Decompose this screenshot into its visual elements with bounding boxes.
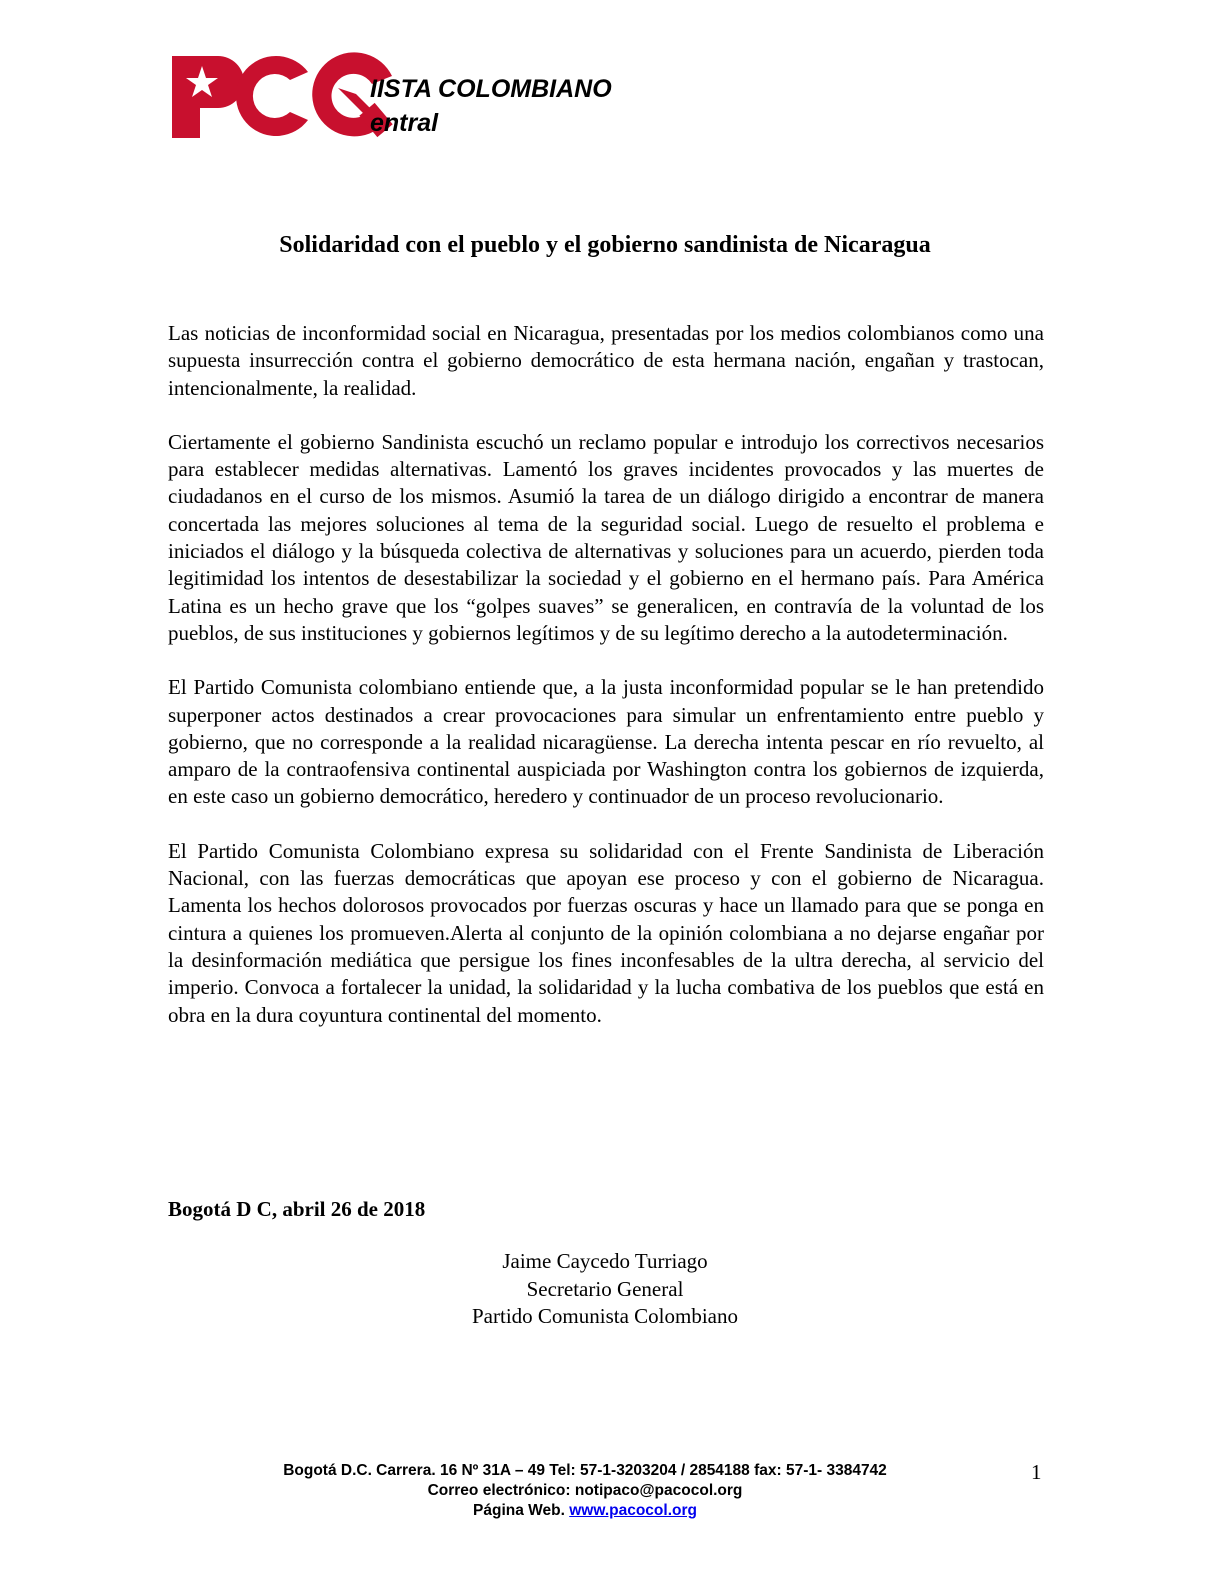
signatory-organization: Partido Comunista Colombiano xyxy=(472,1304,738,1328)
pcc-logo xyxy=(170,50,402,142)
signatory-role: Secretario General xyxy=(526,1276,684,1301)
letterhead xyxy=(170,50,710,145)
paragraph: El Partido Comunista Colombiano expresa su solidaridad con el Frente Sandinista de Liberación Nacional, con las fuerzas democráticas que apoyan ese proceso y con el gobierno de Nicaragua. Lamenta los hechos dolorosos provocados por fuerzas oscuras y hace un llamado para que se ponga en cintura a quienes los promueven.Alerta al conjunto de la opinión colombiana a no dejarse engañar por la desinformación mediática que persigue los fines inconfesables de la ultra derecha, al servicio del imperio. Convoca a fortalecer la unidad, la solidaridad y la lucha combativa de los pueblos que está en obra en la dura coyuntura continental del momento. xyxy=(168,838,1044,1027)
footer xyxy=(180,1461,990,1521)
document-body xyxy=(168,320,1044,1056)
paragraph: Ciertamente el gobierno Sandinista escuchó un reclamo popular e introdujo los correctivos necesarios para establecer medidas alternativas. Lamentó los graves incidentes provocados y las muertes de ciudadanos en el curso de los mismos. Asumió la tarea de un diálogo dirigido a encontrar de manera concertada las mejores soluciones al tema de la seguridad social. Luego de resuelto el problema e iniciados el diálogo y la búsqueda colectiva de alternativas y soluciones para un acuerdo, pierden toda legitimidad los intentos de desestabilizar la sociedad y el gobierno en el hermano país. Para América Latina es un hecho grave que los “golpes suaves” se generalicen, en contravía de la voluntad de los pueblos, de sus instituciones y gobiernos legítimos y de su legítimo derecho a la autodeterminación. xyxy=(168,429,1044,645)
footer-web xyxy=(180,1501,990,1521)
footer-email: Correo electrónico: notipaco@pacocol.org xyxy=(427,1482,743,1499)
page-number: 1 xyxy=(1031,1460,1042,1484)
paragraph: El Partido Comunista colombiano entiende que, a la justa inconformidad popular se le han pretendido superponer actos destinados a crear provocaciones para simular un enfrentamiento entre pueblo y gobierno, que no corresponde a la realidad nicaragüense. La derecha intenta pescar en río revuelto, al amparo de la contraofensiva continental auspiciada por Washington contra los gobiernos de izquierda, en este caso un gobierno democrático, heredero y continuador de un proceso revolucionario. xyxy=(168,675,1044,809)
dateline: Bogotá D C, abril 26 de 2018 xyxy=(168,1197,426,1221)
footer-address: Bogotá D.C. Carrera. 16 Nº 31A – 49 Tel: 57-1-3203204 / 2854188 fax: 57-1- 3384742 xyxy=(283,1462,887,1479)
signature-block xyxy=(400,1248,810,1331)
letterhead-line-1: IISTA COLOMBIANO xyxy=(370,75,612,103)
footer-web-label: Página Web. xyxy=(473,1502,565,1519)
website-link[interactable]: www.pacocol.org xyxy=(569,1502,697,1519)
letterhead-line-2: entral xyxy=(370,109,439,137)
paragraph: Las noticias de inconformidad social en Nicaragua, presentadas por los medios colombianos como una supuesta insurrección contra el gobierno democrático de esta hermana nación, engañan y trastocan, intencionalmente, la realidad. xyxy=(168,321,1044,400)
document-title: Solidaridad con el pueblo y el gobierno sandinista de Nicaragua xyxy=(279,232,931,258)
signatory-name: Jaime Caycedo Turriago xyxy=(502,1249,708,1273)
